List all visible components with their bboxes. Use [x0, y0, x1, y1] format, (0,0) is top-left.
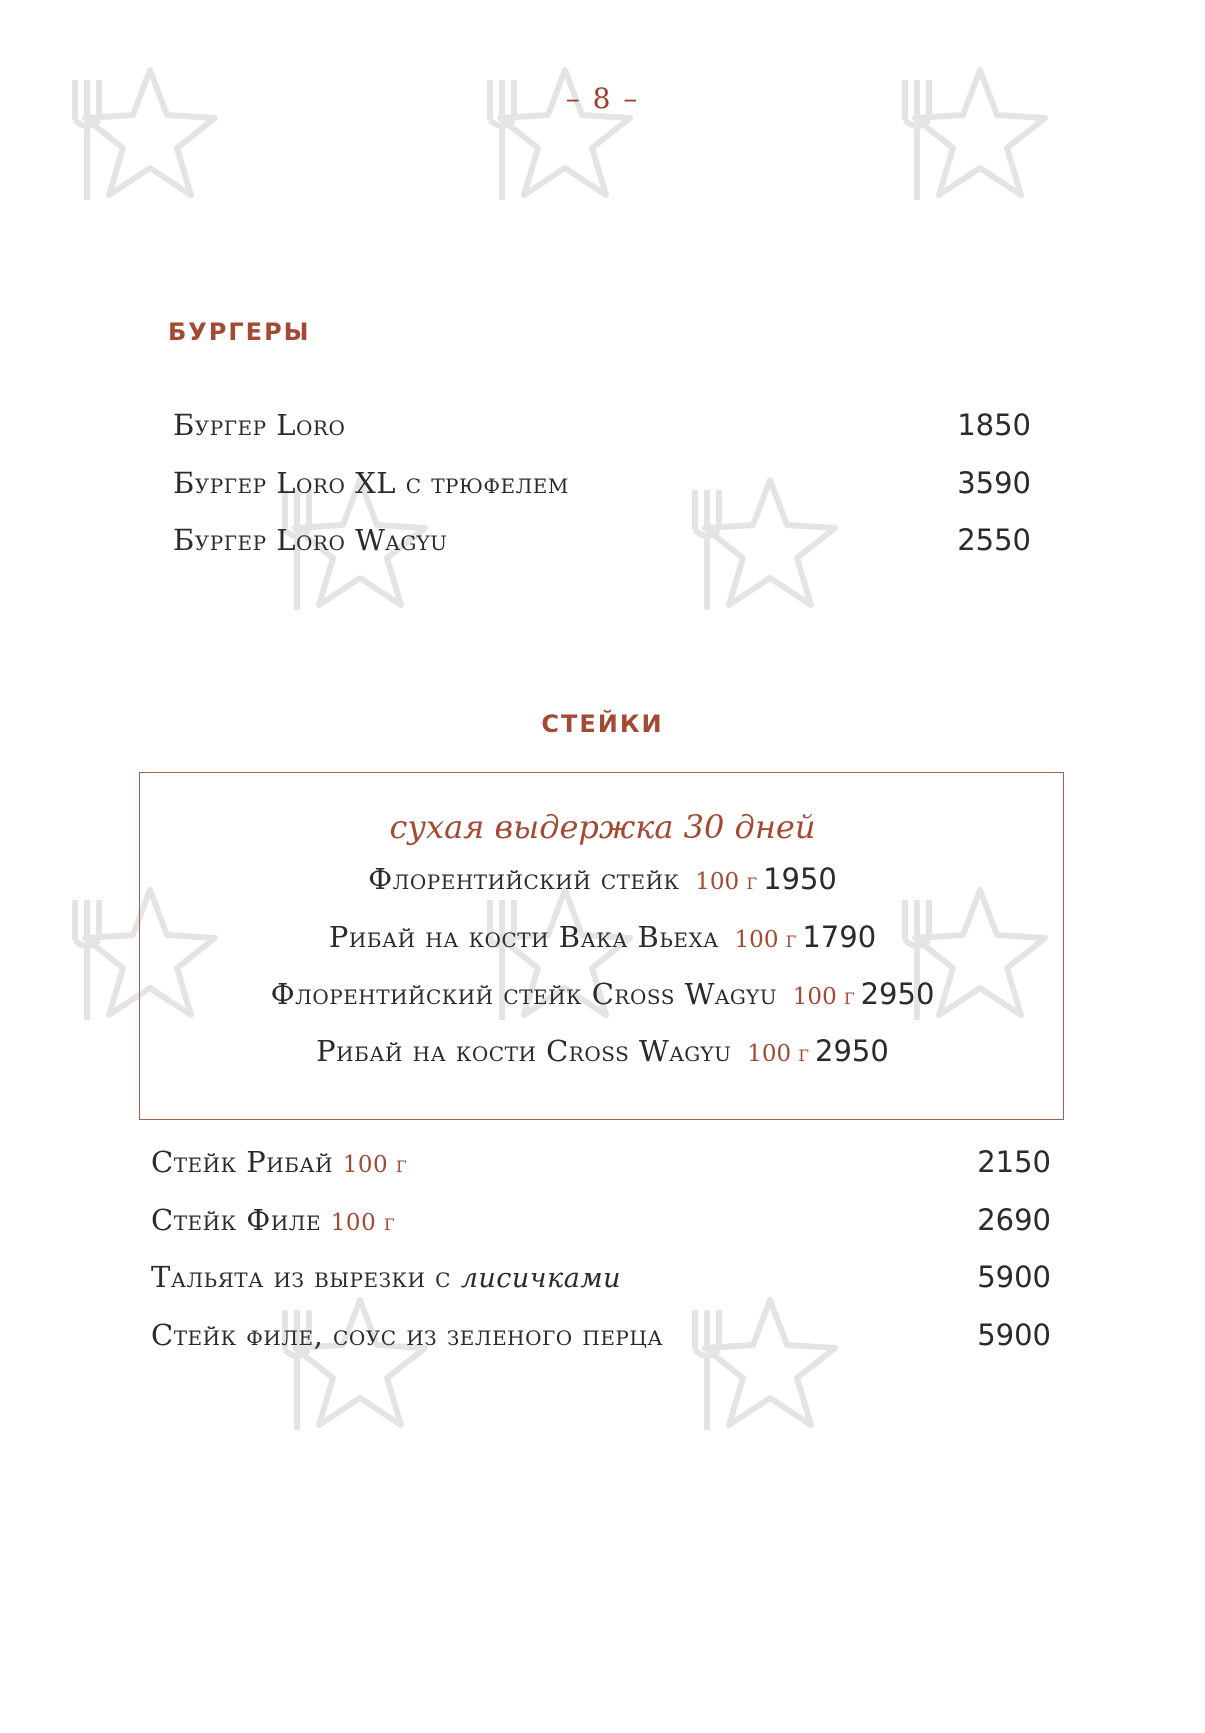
item-name: Бургер Loro Wagyu	[173, 523, 448, 557]
item-name: Рибай на кости Вака Вьеха	[328, 920, 729, 954]
item-price: 2950	[860, 977, 935, 1011]
item-price: 5900	[977, 1318, 1051, 1352]
menu-item	[0, 977, 1205, 1011]
menu-item	[151, 1145, 1051, 1195]
item-name: Стейк Рибай 100 г	[151, 1145, 408, 1179]
item-price: 3590	[957, 466, 1031, 500]
item-price: 1790	[802, 920, 877, 954]
item-name: Стейк филе, соус из зеленого перца	[151, 1318, 663, 1352]
section-title-burgers: БУРГЕРЫ	[168, 318, 311, 346]
item-price: 2950	[815, 1034, 889, 1068]
menu-item	[0, 862, 1205, 896]
item-price: 5900	[977, 1260, 1051, 1294]
item-weight: 100 г	[330, 1210, 396, 1236]
item-weight: 100 г	[695, 869, 758, 895]
section-title-steaks: СТЕЙКИ	[541, 710, 664, 738]
item-price: 1950	[763, 862, 837, 896]
item-name: Стейк Филе 100 г	[151, 1203, 396, 1237]
menu-item	[151, 1318, 1051, 1368]
menu-item	[173, 466, 1031, 516]
page-number: – 8 –	[565, 82, 640, 115]
menu-item	[151, 1260, 1051, 1310]
menu-item	[173, 523, 1031, 573]
dry-aged-subtitle: сухая выдержка 30 дней	[389, 808, 816, 846]
menu-item	[173, 408, 1031, 458]
item-name: Рибай на кости Cross Wagyu	[316, 1034, 742, 1068]
item-name: Флорентийский стейк Cross Wagyu	[270, 977, 787, 1011]
menu-item	[0, 920, 1205, 954]
item-name: Бургер Loro XL с трюфелем	[173, 466, 569, 500]
item-price: 2150	[977, 1145, 1051, 1179]
item-name: Бургер Loro	[173, 408, 346, 442]
menu-item	[0, 1034, 1205, 1068]
item-weight: 100 г	[342, 1152, 408, 1178]
item-name: Тальята из вырезки с лисичками	[151, 1260, 622, 1294]
item-weight: 100 г	[747, 1041, 809, 1067]
item-weight: 100 г	[792, 984, 855, 1010]
menu-item	[151, 1203, 1051, 1253]
item-note: лисичками	[460, 1263, 622, 1294]
item-weight: 100 г	[734, 927, 797, 953]
item-price: 2690	[977, 1203, 1051, 1237]
item-price: 1850	[957, 408, 1031, 442]
item-price: 2550	[957, 523, 1031, 557]
item-name: Флорентийский стейк	[368, 862, 690, 896]
